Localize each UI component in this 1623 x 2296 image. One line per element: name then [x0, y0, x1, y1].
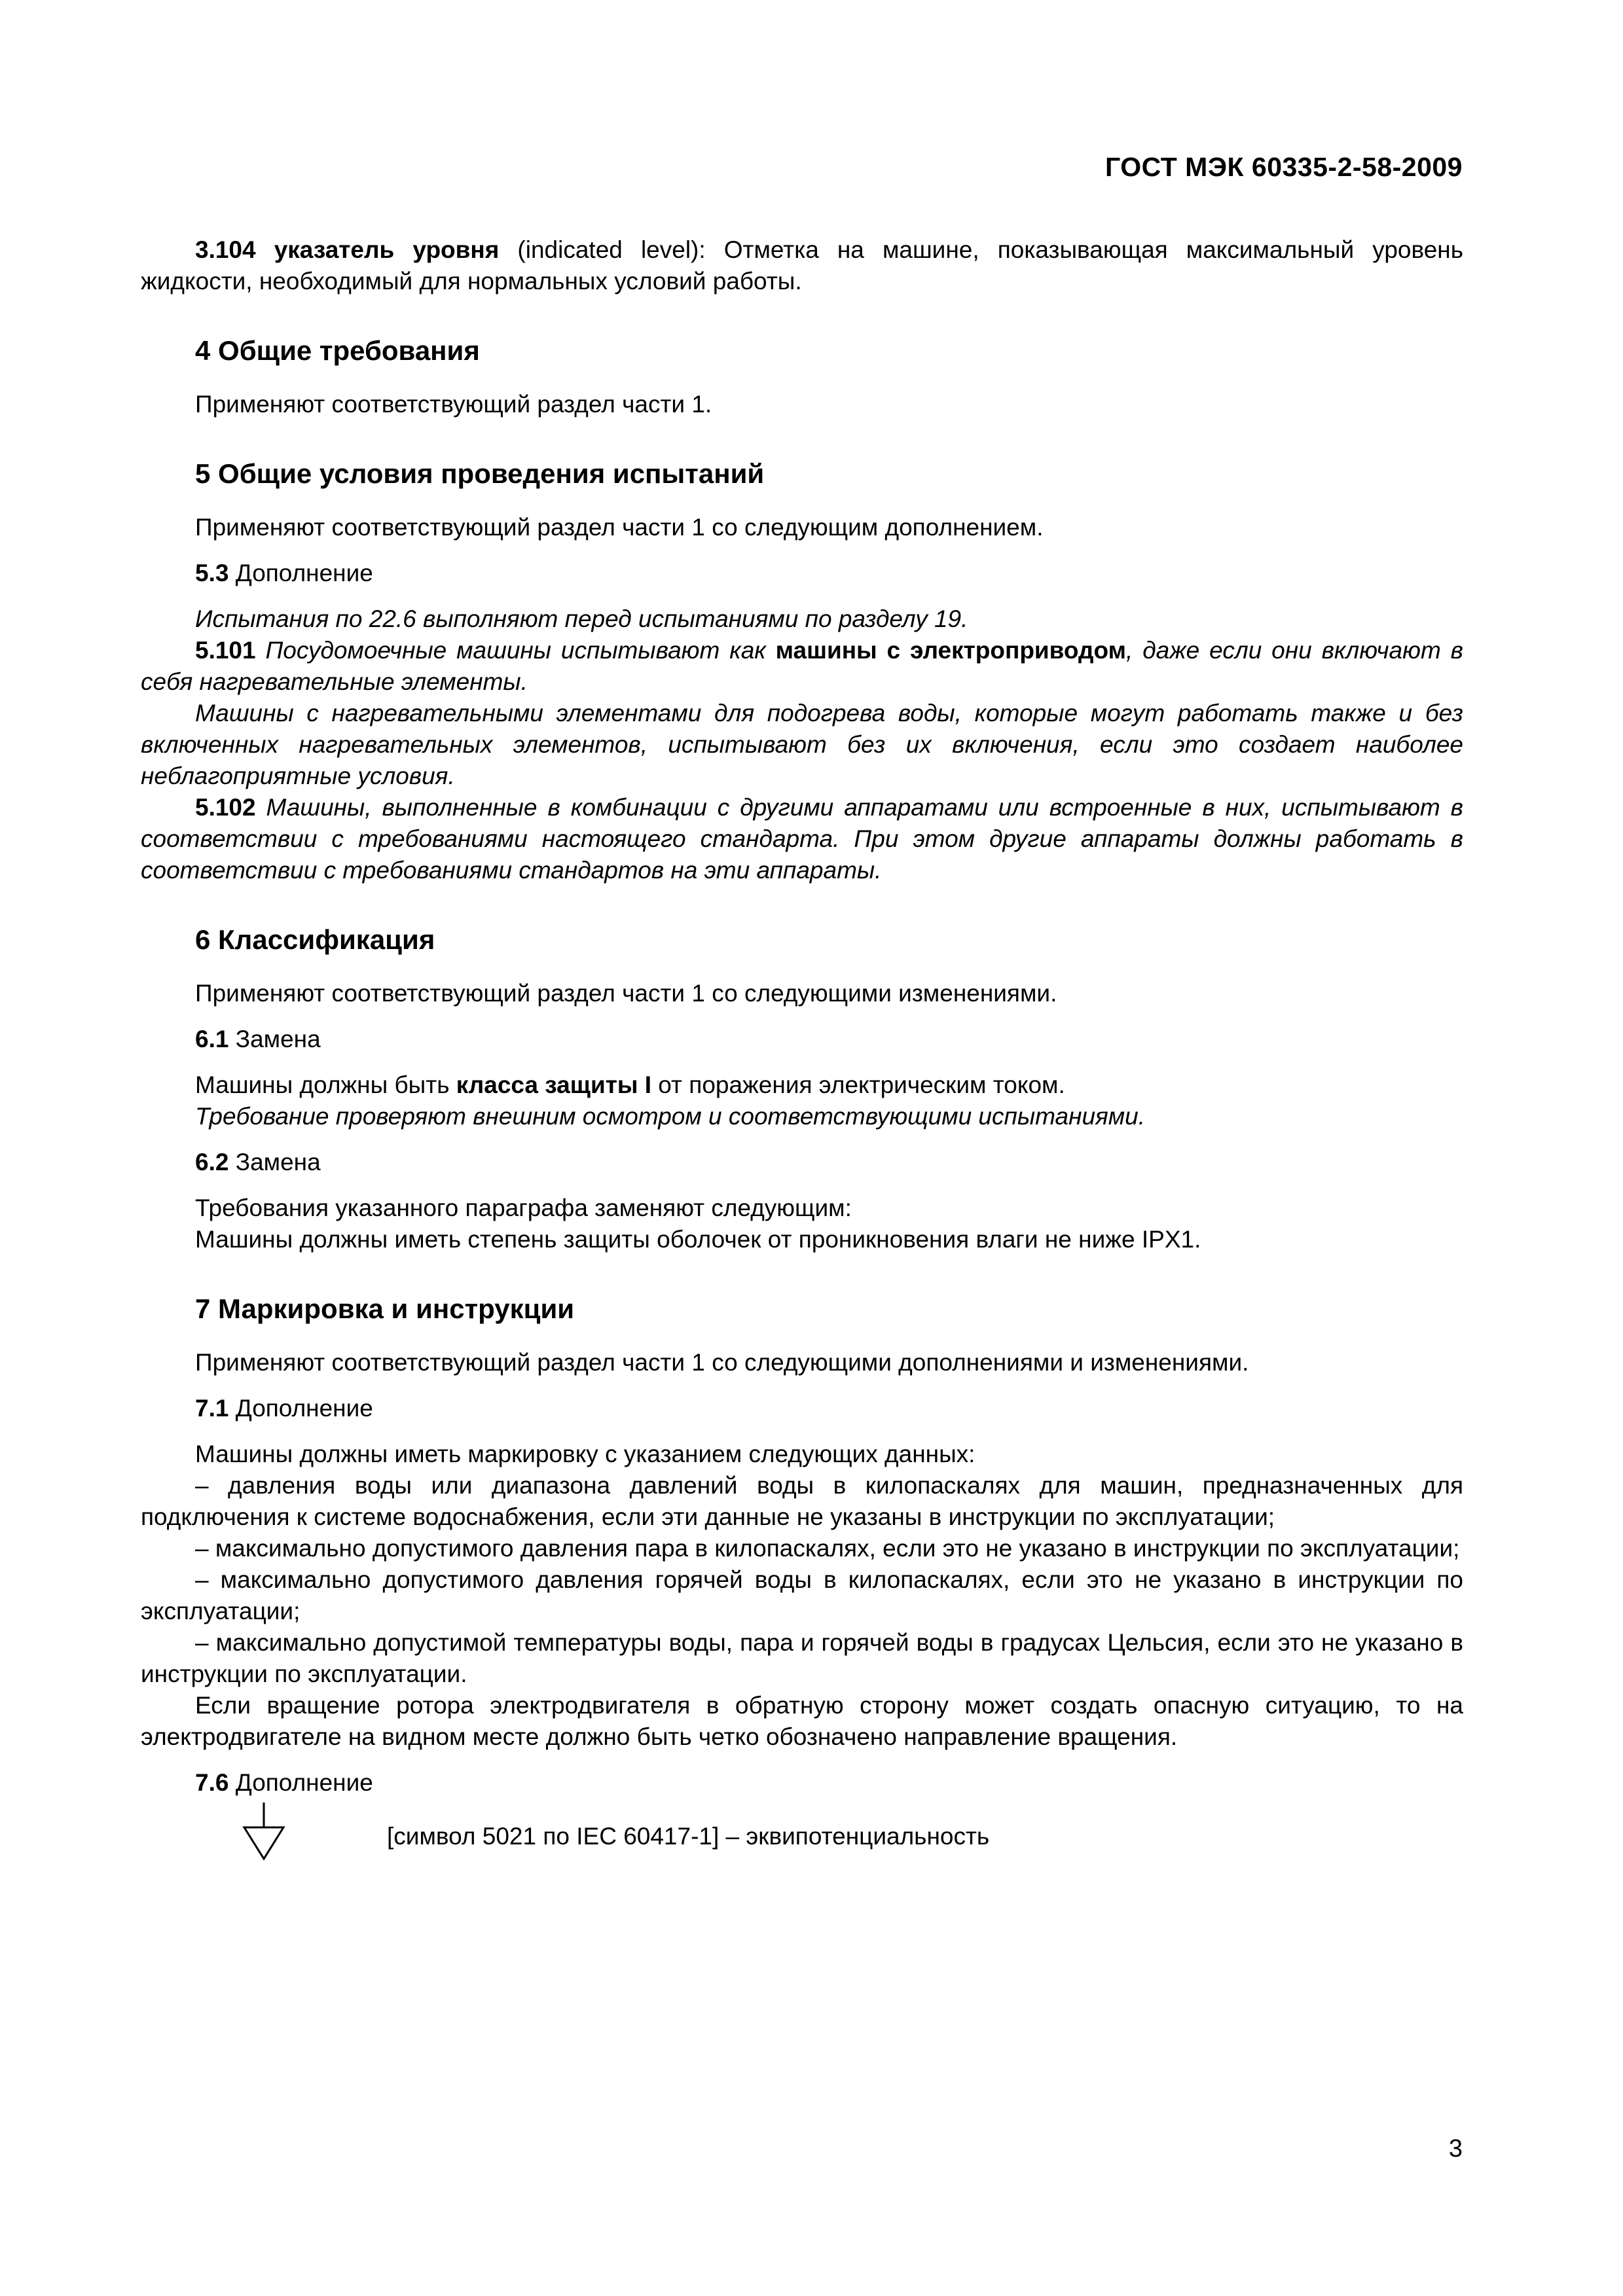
- clause-number: 5.3: [195, 560, 229, 586]
- section-6-text: Применяют соответствующий раздел части 1 со следующими изменениями.: [195, 980, 1057, 1007]
- clause-text: Посудомоечные машины испытывают как: [255, 637, 776, 664]
- clause-number: 3.104: [195, 236, 256, 263]
- clause-label: Замена: [228, 1026, 321, 1052]
- section-7-text: Применяют соответствующий раздел части 1 со следующими дополнениями и изменениями.: [195, 1349, 1249, 1376]
- clause-text: Машины должны быть: [195, 1071, 456, 1098]
- equipotential-symbol-row: [141, 1803, 1463, 1861]
- subclause-7-6-heading: [141, 1767, 1463, 1799]
- subclause-6-1-paragraph-1: [141, 1069, 1463, 1101]
- subclause-5-101: [141, 635, 1463, 698]
- subclause-6-2-heading: [141, 1147, 1463, 1178]
- list-item: – максимально допустимой температуры воды, пара и горячей воды в градусах Цельсия, если это не указано в инструкции по эксплуатации.: [141, 1629, 1463, 1687]
- section-4-text: Применяют соответствующий раздел части 1.: [195, 391, 712, 418]
- subclause-5-102: [141, 792, 1463, 886]
- clause-number: 6.1: [195, 1026, 229, 1052]
- clause-text: от поражения электрическим током.: [651, 1071, 1065, 1098]
- section-7-title: 7 Маркировка и инструкции: [195, 1293, 575, 1324]
- subclause-7-1-heading: [141, 1393, 1463, 1424]
- subclause-6-1-paragraph-2: Требование проверяют внешним осмотром и соответствующими испытаниями.: [195, 1103, 1146, 1130]
- defined-term: указатель уровня: [274, 236, 500, 263]
- list-item: – давления воды или диапазона давлений воды в килопаскалях для машин, предназначенных для подключения к системе водоснабжения, если эти данные не указаны в инструкции по эксплуатации;: [141, 1472, 1463, 1530]
- clause-number: 6.2: [195, 1149, 229, 1175]
- clause-label: Дополнение: [228, 560, 373, 586]
- clause-number: 7.6: [195, 1769, 229, 1796]
- clause-number: 5.101: [195, 637, 256, 664]
- clause-text: , даже если они включают в себя нагревательные элементы.: [141, 637, 1463, 695]
- clause-label: Дополнение: [228, 1769, 373, 1796]
- definition-text: (indicated level): Отметка на машине, показывающая максимальный уровень жидкости, необходимый для нормальных условий работы.: [141, 236, 1463, 295]
- list-item: – максимально допустимого давления пара в килопаскалях, если это не указано в инструкции по эксплуатации;: [195, 1535, 1460, 1562]
- section-5-title: 5 Общие условия проведения испытаний: [195, 458, 765, 489]
- section-5-text: Применяют соответствующий раздел части 1 со следующим дополнением.: [195, 514, 1044, 541]
- bold-term: класса защиты I: [456, 1071, 652, 1098]
- subclause-5-3-heading: [141, 558, 1463, 589]
- subclause-5-101-paragraph-2: Машины с нагревательными элементами для подогрева воды, которые могут работать также и без включенных нагревательных элементов, испытывают без их включения, если это создает наиболее неблагоприятные условия.: [141, 700, 1463, 789]
- section-6-title: 6 Классификация: [195, 924, 435, 955]
- list-item: – максимально допустимого давления горячей воды в килопаскалях, если это не указано в инструкции по эксплуатации;: [141, 1566, 1463, 1624]
- section-4-title: 4 Общие требования: [195, 335, 480, 366]
- subclause-7-1-intro: Машины должны иметь маркировку с указанием следующих данных:: [195, 1441, 976, 1467]
- clause-number: 5.102: [195, 794, 256, 821]
- page-number: 3: [1448, 2135, 1463, 2162]
- subclause-5-3-text: Испытания по 22.6 выполняют перед испытаниями по разделу 19.: [195, 605, 968, 632]
- standard-code-header: ГОСТ МЭК 60335-2-58-2009: [1105, 152, 1463, 182]
- clause-text: Машины, выполненные в комбинации с другими аппаратами или встроенные в них, испытывают в соответствии с требованиями настоящего стандарта. При этом другие аппараты должны работать в соответствии с требованиями стандартов на эти аппараты.: [141, 794, 1463, 884]
- equipotential-symbol-icon: [238, 1803, 290, 1861]
- subclause-6-2-paragraph-1: Требования указанного параграфа заменяют следующим:: [195, 1194, 852, 1221]
- subclause-6-2-paragraph-2: Машины должны иметь степень защиты оболочек от проникновения влаги не ниже IPX1.: [195, 1226, 1201, 1253]
- clause-label: Дополнение: [228, 1395, 373, 1422]
- subclause-6-1-heading: [141, 1024, 1463, 1055]
- clause-number: 7.1: [195, 1395, 229, 1422]
- bold-term: машины с электроприводом: [775, 637, 1127, 664]
- page-content: [141, 234, 1463, 1861]
- clause-label: Замена: [228, 1149, 321, 1175]
- symbol-caption: [символ 5021 по IEC 60417-1] – эквипотенциальность: [387, 1823, 990, 1850]
- subclause-7-1-final-paragraph: Если вращение ротора электродвигателя в обратную сторону может создать опасную ситуацию, то на электродвигателе на видном месте должно быть четко обозначено направление вращения.: [141, 1692, 1463, 1750]
- definition-3-104: [141, 234, 1463, 297]
